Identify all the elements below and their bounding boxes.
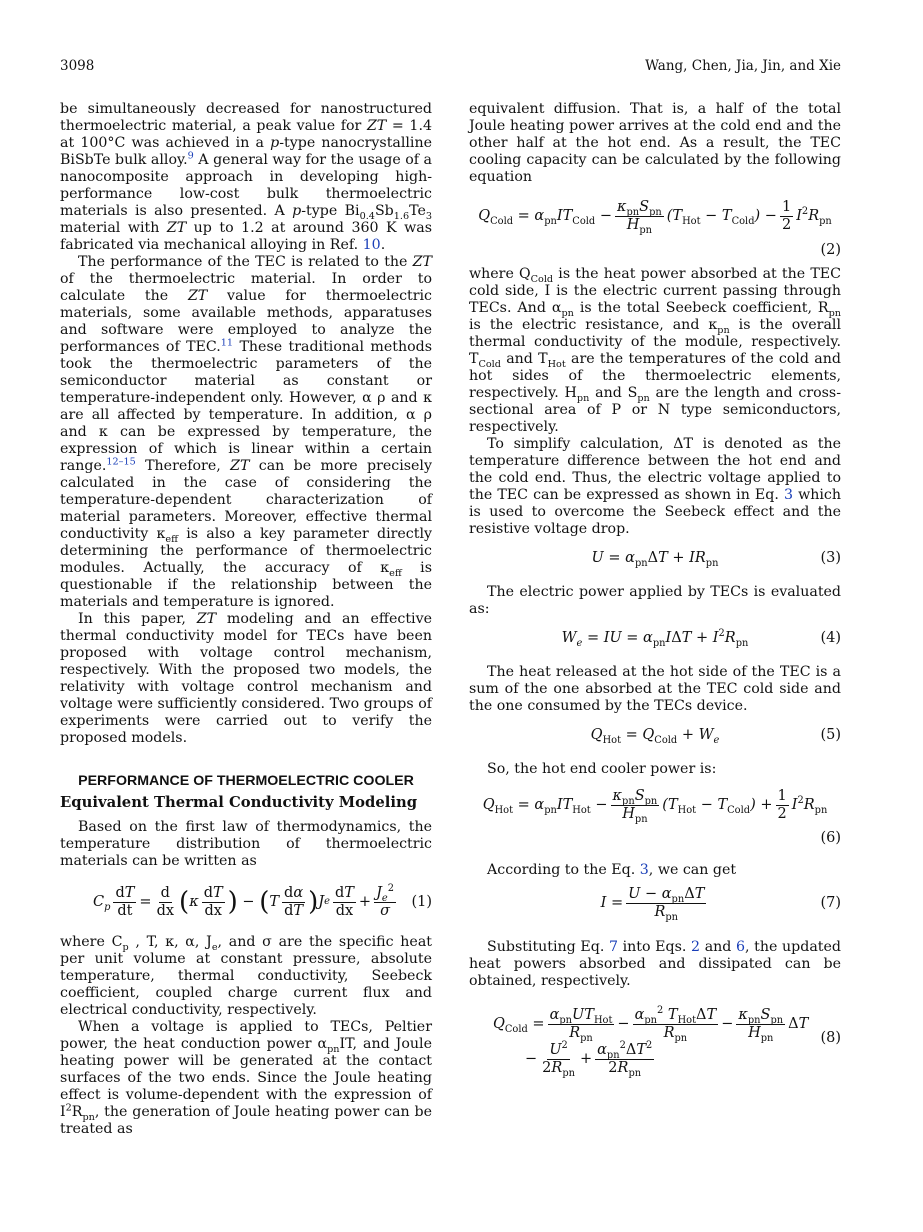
section-heading: PERFORMANCE OF THERMOELECTRIC COOLER <box>78 773 414 789</box>
paragraph-performance: The performance of the TEC is related to the ZT of the thermoelectric material. In order to calculate the ZT value for thermoelectric materials, some available methods, apparatuses and software were employed to analyze the performances of TEC.$^{11}$ These traditional methods took the thermoelectric parameters of the semiconductor material as constant or temperature-independent only. However, α ρ and κ are all affected by temperature. In addition, α ρ and κ can be expressed by temperature, the expression of which is linear within a certain range.$^{12-15}$ Therefore, ZT can be more precisely calculated in the case of considering the temperature-dependent characterization of material parameters. Moreover, effective thermal conductivity $\kappa_{eff}$ is also a key parameter directly determining the performance of thermoelectric modules. Actually, the accuracy of $\kappa_{eff}$ is questionable if the relationship between the materials and temperature is ignored. <box>60 254 433 610</box>
paragraph-heat-released: The heat released at the hot side of the TEC is a sum of the one absorbed at the TEC cold side and the one consumed by the TECs device. <box>469 664 841 714</box>
eq-ref-7[interactable]: 7 <box>608 939 618 955</box>
citation-9[interactable]: 9 <box>187 150 194 162</box>
equation-3: $U = \alpha_{pn}\Delta T + IR_{pn}$ (3) <box>591 549 841 569</box>
equation-7-number: (7) <box>820 894 841 911</box>
paragraph-simplify: To simplify calculation, ΔT is denoted as the temperature difference between the hot end and the cold end. Thus, the electric voltage applied to the TEC can be expressed as shown in Eq. 3 which is used to overcome the Seebeck effect and the resistive voltage drop. <box>469 436 841 537</box>
equation-2-number-row <box>469 240 841 260</box>
equation-1-number: (1) <box>411 893 432 910</box>
paragraph-intro-cont: be simultaneously decreased for nanostructured thermoelectric material, a peak value for ZT = 1.4 at 100°C was achieved in a p-type nanocrystalline BiSbTe bulk alloy.$^9$ A general way for the usage of a nanocomposite approach in developing high-performance low-cost bulk thermoelectric materials is also presented. A p-type $Bi_{0.4}Sb_{1.6}Te_3$ material with ZT up to 1.2 at around 360 K was fabricated via mechanical alloying in Ref. 10. <box>60 101 433 253</box>
equation-2: $Q_{Cold} = \alpha_{pn}IT_{Cold}$ − $\frac{\kappa_{pn}S_{pn}}{H_{pn}}$ $(T_{Hot} - T_{Cold})$ − $\frac{1}{2}$ $I^2R_{pn}$ <box>478 198 832 236</box>
paragraph-hot-end: So, the hot end cooler power is: <box>487 761 717 777</box>
equation-5: $Q_{Hot} = Q_{Cold} + W_e$ (5) <box>590 726 841 746</box>
equation-5-number: (5) <box>820 726 841 743</box>
paragraph-this-paper: In this paper, ZT modeling and an effective thermal conductivity model for TECs have been proposed with voltage control mechanism, respectively. With the proposed two models, the relativity with voltage control mechanism and voltage were sufficiently considered. Two groups of experiments were carried out to verify the proposed models. <box>60 611 432 746</box>
eq-ref-6[interactable]: 6 <box>736 939 746 955</box>
equation-6: $Q_{Hot} = \alpha_{pn}IT_{Hot}$ − $\frac{\kappa_{pn}S_{pn}}{H_{pn}}$ $(T_{Hot} - T_{Cold})$ + $\frac{1}{2}$ $I^2R_{pn}$ <box>482 787 828 825</box>
equation-8: $Q_{Cold}$ = $\frac{\alpha_{pn}UT_{Hot}}{R_{pn}}$ − $\frac{\alpha_{pn}^2 T_{Hot}\Delta T}{R_{pn}}$ − $\frac{\kappa_{pn}S_{pn}}{H_{pn}}$ ΔT − $\frac{U^2}{2R_{pn}}$ + $\frac{\alpha_{pn}^2\Delta T^2}{2R_{pn}}$ (8) <box>493 1005 841 1079</box>
paragraph-electric-power: The electric power applied by TECs is evaluated as: <box>469 584 841 617</box>
citation-11[interactable]: 11 <box>220 337 234 349</box>
eq-ref-3[interactable]: 3 <box>783 487 793 503</box>
left-column <box>60 101 432 1138</box>
right-column <box>469 101 841 1088</box>
citation-12-15[interactable]: 12–15 <box>106 456 136 468</box>
paragraph-where-cp: where $C_p$ , T, κ, α, $J_e$, and σ are the specific heat per unit volume at constant pressure, absolute temperature, thermal conductivity, Seebeck coefficient, coupled charge current flux and electrical conductivity, respectively. <box>60 934 432 1018</box>
paragraph-peltier: When a voltage is applied to TECs, Peltier power, the heat conduction power $\alpha_{pn}IT$, and Joule heating power will be generated at the contact surfaces of the two ends. Since the Joule heating effect is volume-dependent with the expression of $I^2R_{pn}$, the generation of Joule heating power can be treated as <box>60 1019 432 1137</box>
running-header <box>60 58 841 76</box>
equation-4: $W_e$ = IU = $\alpha_{pn}I\Delta T + I^2R_{pn}$ (4) <box>561 627 841 649</box>
subsection-heading: Equivalent Thermal Conductivity Modeling <box>60 794 418 811</box>
equation-7: I = $\frac{U - \alpha_{pn}\Delta T}{R_{pn}}$ (7) <box>600 885 841 923</box>
equation-3-number: (3) <box>820 549 841 566</box>
eq-ref-2[interactable]: 2 <box>691 939 701 955</box>
paragraph-substituting: Substituting Eq. 7 into Eqs. 2 and 6, the updated heat powers absorbed and dissipated can be obtained, respectively. <box>469 939 841 989</box>
equation-1: $C_p$ $\frac{dT}{dt}$ = $\frac{d}{dx}$ ( κ $\frac{dT}{dx}$ ) − ( T $\frac{d\alpha}{dT}$ ) J e $\frac{dT}{dx}$ + $\frac{J_e^2}{\sigma}$ (1) <box>93 882 432 919</box>
paragraph-where-qcold: where $Q_{Cold}$ is the heat power absorbed at the TEC cold side, I is the electric current passing through TECs. And $\alpha_{pn}$ is the total Seebeck coefficient, $R_{pn}$ is the electric resistance, and $\kappa_{pn}$ is the overall thermal conductivity of the module, respectively. $T_{Cold}$ and $T_{Hot}$ are the temperatures of the cold and hot sides of the thermoelectric elements, respectively. $H_{pn}$ and $S_{pn}$ are the length and cross-sectional area of P or N type semiconductors, respectively. <box>469 266 842 435</box>
running-authors: Wang, Chen, Jia, Jin, and Xie <box>645 58 841 74</box>
citation-10[interactable]: 10 <box>362 237 381 253</box>
paragraph-first-law: Based on the first law of thermodynamics, the temperature distribution of thermoelectric materials can be written as <box>60 819 432 869</box>
paragraph-joule-diffusion: equivalent diffusion. That is, a half of the total Joule heating power arrives at the cold end and the other half at the hot end. As a result, the TEC cooling capacity can be calculated by the following equation <box>469 101 841 185</box>
paragraph-according: According to the Eq. 3, we can get <box>487 862 737 878</box>
equation-4-number: (4) <box>820 629 841 646</box>
equation-2-number: (2) <box>820 241 841 258</box>
eq-ref-3b[interactable]: 3 <box>639 862 649 878</box>
equation-6-number: (6) <box>820 829 841 846</box>
page-number: 3098 <box>60 58 95 74</box>
equation-6-number-row <box>469 828 841 848</box>
equation-8-number: (8) <box>820 1030 841 1046</box>
